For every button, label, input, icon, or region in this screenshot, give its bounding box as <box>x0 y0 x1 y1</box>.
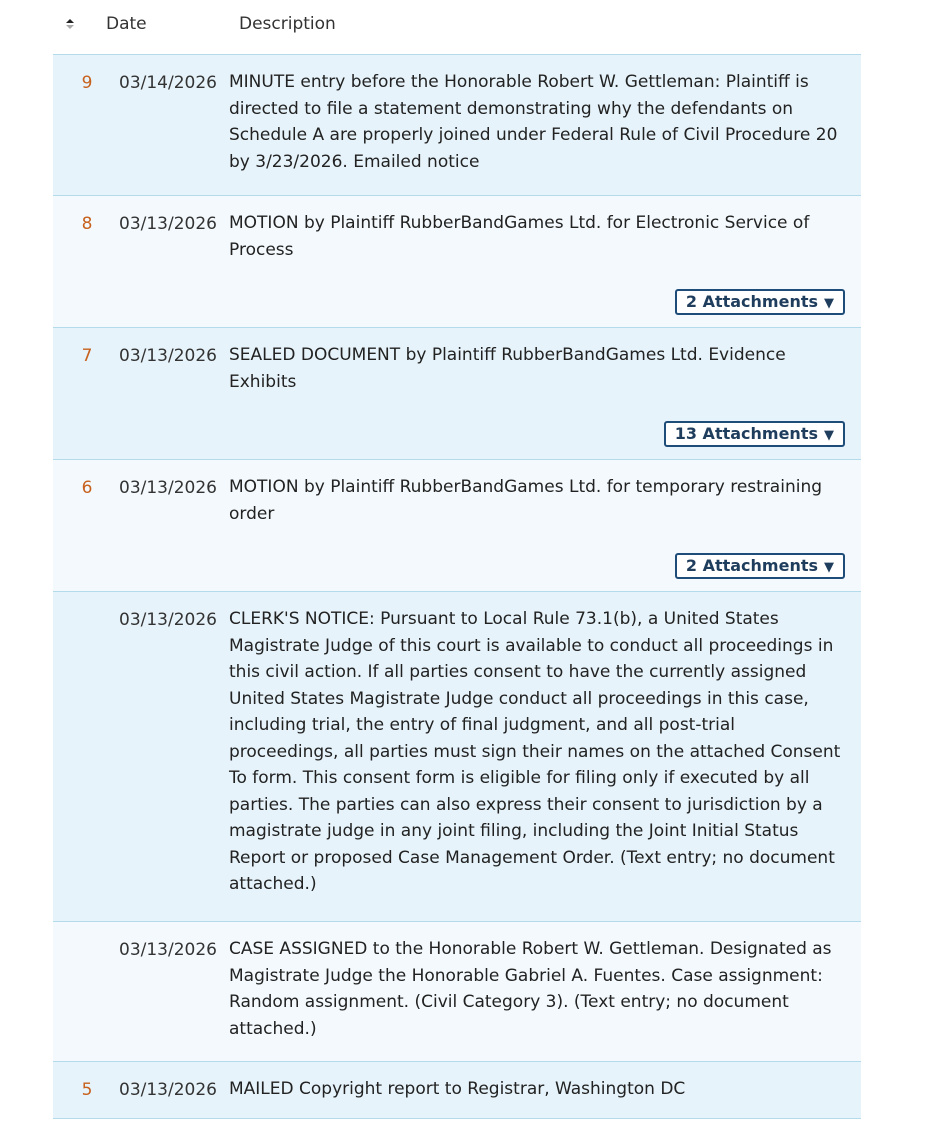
entry-description: MINUTE entry before the Honorable Robert W. Gettleman: Plaintiff is directed to file a statement demonstrating why the defendants on Schedule A are properly joined under Federal Rule of Civil Procedure 20 by 3/23/2026. Emailed notice <box>229 72 838 172</box>
chevron-down-icon: ▼ <box>824 560 834 575</box>
entry-date: 03/14/2026 <box>119 73 217 93</box>
attachments-count-label: 13 Attachments <box>674 424 818 443</box>
docket-entry-row <box>53 195 861 327</box>
docket-header <box>0 0 932 54</box>
entry-date: 03/13/2026 <box>119 214 217 234</box>
attachments-toggle-button[interactable] <box>675 289 845 315</box>
docket-entry-row <box>53 591 861 921</box>
docket-entry-row <box>53 921 861 1061</box>
entry-number[interactable]: 6 <box>81 478 93 498</box>
entry-date: 03/13/2026 <box>119 346 217 366</box>
sort-icon[interactable] <box>64 18 76 30</box>
entry-date: 03/13/2026 <box>119 940 217 960</box>
entry-number[interactable]: 7 <box>81 346 93 366</box>
description-column-header[interactable]: Description <box>239 14 336 34</box>
chevron-down-icon: ▼ <box>824 428 834 443</box>
entry-number[interactable]: 9 <box>81 73 93 93</box>
docket-entry-row <box>53 459 861 591</box>
attachments-toggle-button[interactable] <box>664 421 845 447</box>
entry-number[interactable]: 5 <box>81 1080 93 1100</box>
entry-date: 03/13/2026 <box>119 610 217 630</box>
entry-number[interactable]: 8 <box>81 214 93 234</box>
chevron-down-icon: ▼ <box>824 296 834 311</box>
docket-table <box>53 54 861 1119</box>
entry-description: CLERK'S NOTICE: Pursuant to Local Rule 73.1(b), a United States Magistrate Judge of this court is available to conduct all proceedings in this civil action. If all parties consent to have the currently assigned United States Magistrate Judge conduct all proceedings in this case, including trial, the entry of final judgment, and all post-trial proceedings, all parties must sign their names on the attached Consent To form. This consent form is eligible for filing only if executed by all parties. The parties can also express their consent to jurisdiction by a magistrate judge in any joint filing, including the Joint Initial Status Report or proposed Case Management Order. (Text entry; no document attached.) <box>229 609 841 894</box>
entry-description: MAILED Copyright report to Registrar, Washington DC <box>229 1079 686 1099</box>
entry-date: 03/13/2026 <box>119 478 217 498</box>
attachments-count-label: 2 Attachments <box>685 556 818 575</box>
docket-entry-row <box>53 1061 861 1119</box>
entry-description: MOTION by Plaintiff RubberBandGames Ltd. for Electronic Service of Process <box>229 213 810 260</box>
entry-date: 03/13/2026 <box>119 1080 217 1100</box>
entry-description: CASE ASSIGNED to the Honorable Robert W. Gettleman. Designated as Magistrate Judge the Honorable Gabriel A. Fuentes. Case assignment: Random assignment. (Civil Category 3). (Text entry; no document attached.) <box>229 939 832 1039</box>
attachments-count-label: 2 Attachments <box>685 292 818 311</box>
entry-description: MOTION by Plaintiff RubberBandGames Ltd. for temporary restraining order <box>229 477 823 524</box>
docket-entry-row <box>53 54 861 195</box>
date-column-header[interactable]: Date <box>106 14 147 34</box>
docket-entry-row <box>53 327 861 459</box>
entry-description: SEALED DOCUMENT by Plaintiff RubberBandGames Ltd. Evidence Exhibits <box>229 345 786 392</box>
attachments-toggle-button[interactable] <box>675 553 845 579</box>
